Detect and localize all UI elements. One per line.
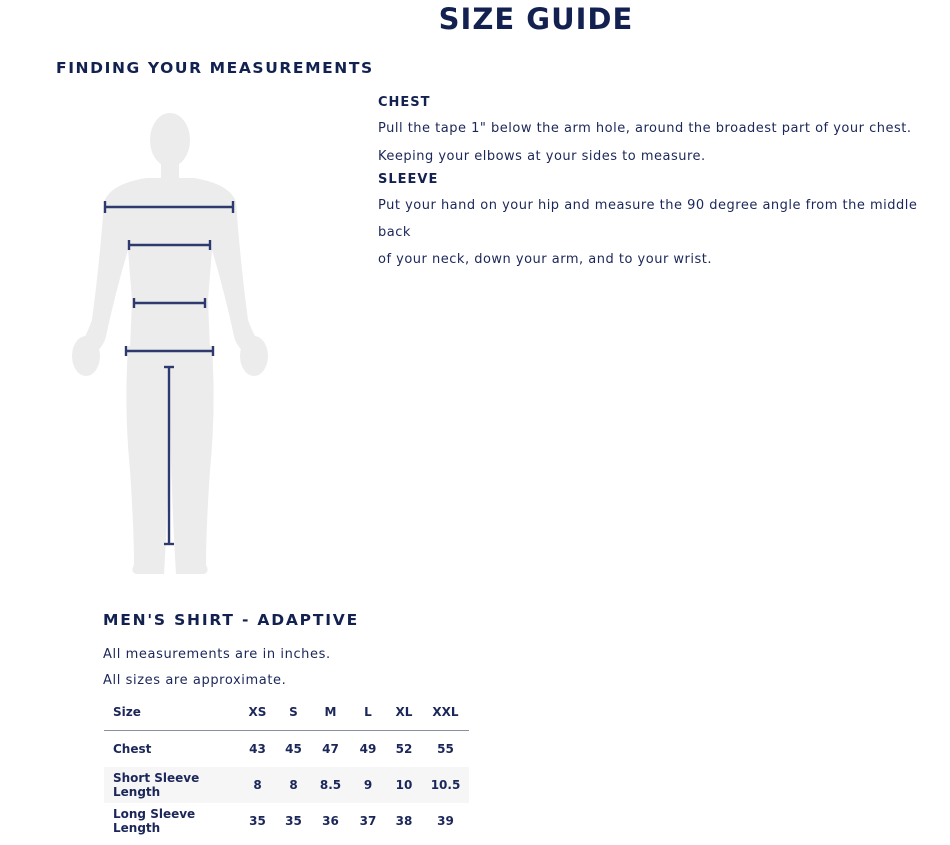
table-cell: 8 bbox=[289, 778, 298, 792]
sleeve-text-line: Put your hand on your hip and measure the 90 degree angle from the middle back bbox=[378, 198, 918, 240]
table-row bbox=[104, 803, 469, 839]
sleeve-heading: SLEEVE bbox=[378, 172, 439, 187]
sleeve-text-line: of your neck, down your arm, and to your wrist. bbox=[378, 252, 713, 267]
table-cell: 47 bbox=[322, 742, 339, 756]
table-cell: 8 bbox=[253, 778, 262, 792]
page-title: SIZE GUIDE bbox=[438, 2, 634, 36]
chest-heading: CHEST bbox=[378, 95, 431, 110]
chest-text-line: Keeping your elbows at your sides to measure. bbox=[378, 148, 706, 164]
table-cell: 49 bbox=[359, 742, 377, 756]
chest-instructions bbox=[378, 94, 938, 170]
body-measurement-figure-icon bbox=[60, 110, 290, 580]
chest-text-line: Pull the tape 1" below the arm hole, around the broadest part of your chest. bbox=[378, 121, 912, 136]
section-heading: FINDING YOUR MEASUREMENTS bbox=[56, 59, 374, 77]
table-row bbox=[104, 731, 469, 768]
measurement-instructions bbox=[378, 94, 938, 275]
size-column-header: XL bbox=[386, 694, 422, 731]
size-header-label: Size bbox=[104, 694, 239, 731]
approximation-note: All sizes are approximate. bbox=[103, 673, 287, 688]
table-cell: 9 bbox=[363, 778, 373, 792]
table-cell: 8.5 bbox=[319, 778, 342, 792]
size-column-header: S bbox=[276, 694, 311, 731]
table-cell: 35 bbox=[249, 814, 266, 828]
product-title: MEN'S SHIRT - ADAPTIVE bbox=[103, 611, 359, 629]
row-label: Short Sleeve Length bbox=[113, 771, 200, 799]
table-cell: 39 bbox=[437, 814, 454, 828]
table-cell: 10 bbox=[395, 778, 413, 792]
row-label: Long Sleeve Length bbox=[113, 807, 196, 835]
table-cell: 52 bbox=[395, 742, 413, 756]
table-cell: 45 bbox=[285, 742, 302, 756]
table-cell: 38 bbox=[395, 814, 413, 828]
table-row bbox=[104, 767, 469, 803]
sleeve-instructions bbox=[378, 171, 938, 274]
measurement-note: All measurements are in inches. bbox=[103, 647, 331, 662]
table-cell: 55 bbox=[437, 742, 454, 756]
table-cell: 37 bbox=[359, 814, 377, 828]
table-cell: 43 bbox=[249, 742, 266, 756]
table-header-row bbox=[104, 694, 469, 731]
size-column-header: M bbox=[311, 694, 350, 731]
size-column-header: L bbox=[350, 694, 386, 731]
table-cell: 10.5 bbox=[430, 778, 461, 792]
size-column-header: XXL bbox=[422, 694, 469, 731]
size-chart-table bbox=[104, 694, 469, 839]
table-cell: 35 bbox=[285, 814, 302, 828]
row-label: Chest bbox=[113, 742, 152, 756]
size-column-header: XS bbox=[239, 694, 276, 731]
table-cell: 36 bbox=[322, 814, 339, 828]
